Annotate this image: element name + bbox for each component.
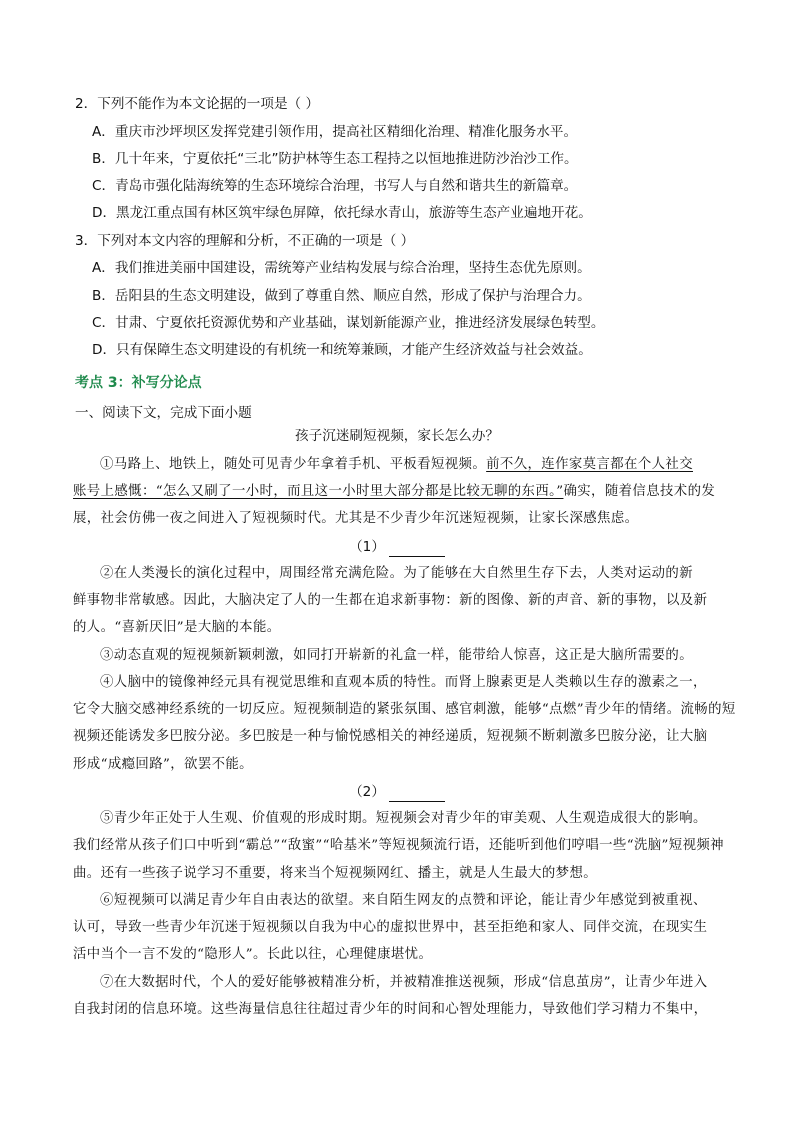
passage-p5-line1: ⑤青少年正处于人生观、价值观的形成时期。短视频会对青少年的审美观、人生观造成很大的影响。 — [100, 811, 707, 826]
passage-p1-line2 — [73, 482, 725, 502]
passage-p4-line3: 视频还能诱发多巴胺分泌。多巴胺是一种与愉悦感相关的神经递质，短视频不断刺激多巴胺分泌，让大脑 — [73, 729, 708, 744]
passage-p6-line2: 认可，导致一些青少年沉迷于短视频以自我为中心的虚拟世界中，甚至拒绝和家人、同伴交流，在现实生 — [73, 920, 708, 935]
p1-text-underlined: 前不久，连作家莫言都在个人社交 — [486, 457, 693, 472]
passage-p7-line1: ⑦在大数据时代，个人的爱好能够被精准分析，并被精准推送视频，形成“信息茧房”，让青少年进入 — [100, 975, 708, 990]
passage-p7-line2: 自我封闭的信息环境。这些海量信息往往超过青少年的时间和心智处理能力，导致他们学习精力不集中， — [73, 1002, 708, 1017]
passage-p3: ③动态直观的短视频新颖刺激，如同打开崭新的礼盒一样，能带给人惊喜，这正是大脑所需要的。 — [100, 648, 693, 663]
blank-2-line — [389, 787, 445, 802]
question-2-option-c: C．青岛市强化陆海统筹的生态环境综合治理，书写人与自然和谐共生的新篇章。 — [92, 178, 578, 194]
passage-p4-line4: 形成“成瘾回路”，欲罢不能。 — [73, 757, 253, 772]
passage-p6-line1: ⑥短视频可以满足青少年自由表达的欲望。来自陌生网友的点赞和评论，能让青少年感觉到被重视、 — [100, 893, 707, 908]
section-heading: 考点 3：补写分论点 — [75, 375, 202, 391]
question-2-option-a: A．重庆市沙坪坝区发挥党建引领作用，提高社区精细化治理、精准化服务水平。 — [92, 124, 578, 140]
passage-p5-line3: 曲。还有一些孩子说学习不重要，将来当个短视频网红、播主，就是人生最大的梦想。 — [73, 866, 598, 881]
passage-p1-line1 — [100, 455, 752, 475]
passage-title: 孩子沉迷刷短视频，家长怎么办？ — [295, 428, 499, 444]
p1-quote-underlined: 账号上感慨：“怎么又刷了一小时，而且这一小时里大部分都是比较无聊的东西。” — [73, 484, 564, 499]
question-2-stem: 2．下列不能作为本文论据的一项是（ ） — [75, 96, 320, 112]
blank-1-line — [389, 542, 445, 557]
passage-p1-line3: 展，社会仿佛一夜之间进入了短视频时代。尤其是不少青少年沉迷短视频，让家长深感焦虑。 — [73, 511, 639, 526]
question-3-stem: 3．下列对本文内容的理解和分析，不正确的一项是（ ） — [75, 233, 415, 249]
blank-1 — [0, 537, 794, 557]
question-2-option-d: D．黑龙江重点国有林区筑牢绿色屏障，依托绿水青山，旅游等生态产业遍地开花。 — [92, 205, 592, 221]
passage-p4-line2: 它令大脑交感神经系统的一切反应。短视频制造的紧张氛围、感官刺激，能够“点燃”青少年的情绪。流畅的短 — [73, 702, 736, 717]
p1-text-after: 确实，随着信息技术的发 — [563, 484, 716, 499]
p1-text-plain: ①马路上、地铁上，随处可见青少年拿着手机、平板看短视频。 — [100, 457, 487, 472]
question-3-option-a: A．我们推进美丽中国建设，需统筹产业结构发展与综合治理，坚持生态优先原则。 — [92, 260, 591, 276]
question-2-option-b: B．几十年来，宁夏依托“三北”防护林等生态工程持之以恒地推进防沙治沙工作。 — [92, 151, 578, 167]
passage-p2-line1: ②在人类漫长的演化过程中，周围经常充满危险。为了能够在大自然里生存下去，人类对运动的新 — [100, 566, 693, 581]
question-3-option-d: D．只有保障生态文明建设的有机统一和统筹兼顾，才能产生经济效益与社会效益。 — [92, 342, 592, 358]
passage-p6-line3: 活中当个一言不发的“隐形人”。长此以往，心理健康堪忧。 — [73, 947, 433, 962]
blank-1-label: （1） — [349, 539, 385, 555]
passage-p5-line2: 我们经常从孩子们口中听到“霸总”“敌蜜”“哈基米”等短视频流行语，还能听到他们哼唱一些“洗脑”短视频神 — [73, 838, 724, 853]
section-instruction: 一、阅读下文，完成下面小题 — [75, 405, 252, 421]
passage-p4-line1: ④人脑中的镜像神经元具有视觉思维和直观本质的特性。而肾上腺素更是人类赖以生存的激素之一， — [100, 675, 707, 690]
blank-2 — [0, 782, 794, 802]
question-3-option-c: C．甘肃、宁夏依托资源优势和产业基础，谋划新能源产业，推进经济发展绿色转型。 — [92, 315, 605, 331]
blank-2-label: （2） — [349, 784, 385, 800]
passage-p2-line3: 的人。“喜新厌旧”是大脑的本能。 — [73, 620, 281, 635]
passage-p2-line2: 鲜事物非常敏感。因此，大脑决定了人的一生都在追求新事物：新的图像、新的声音、新的事物，以及新 — [73, 593, 708, 608]
question-3-option-b: B．岳阳县的生态文明建设，做到了尊重自然、顺应自然，形成了保护与治理合力。 — [92, 288, 591, 304]
